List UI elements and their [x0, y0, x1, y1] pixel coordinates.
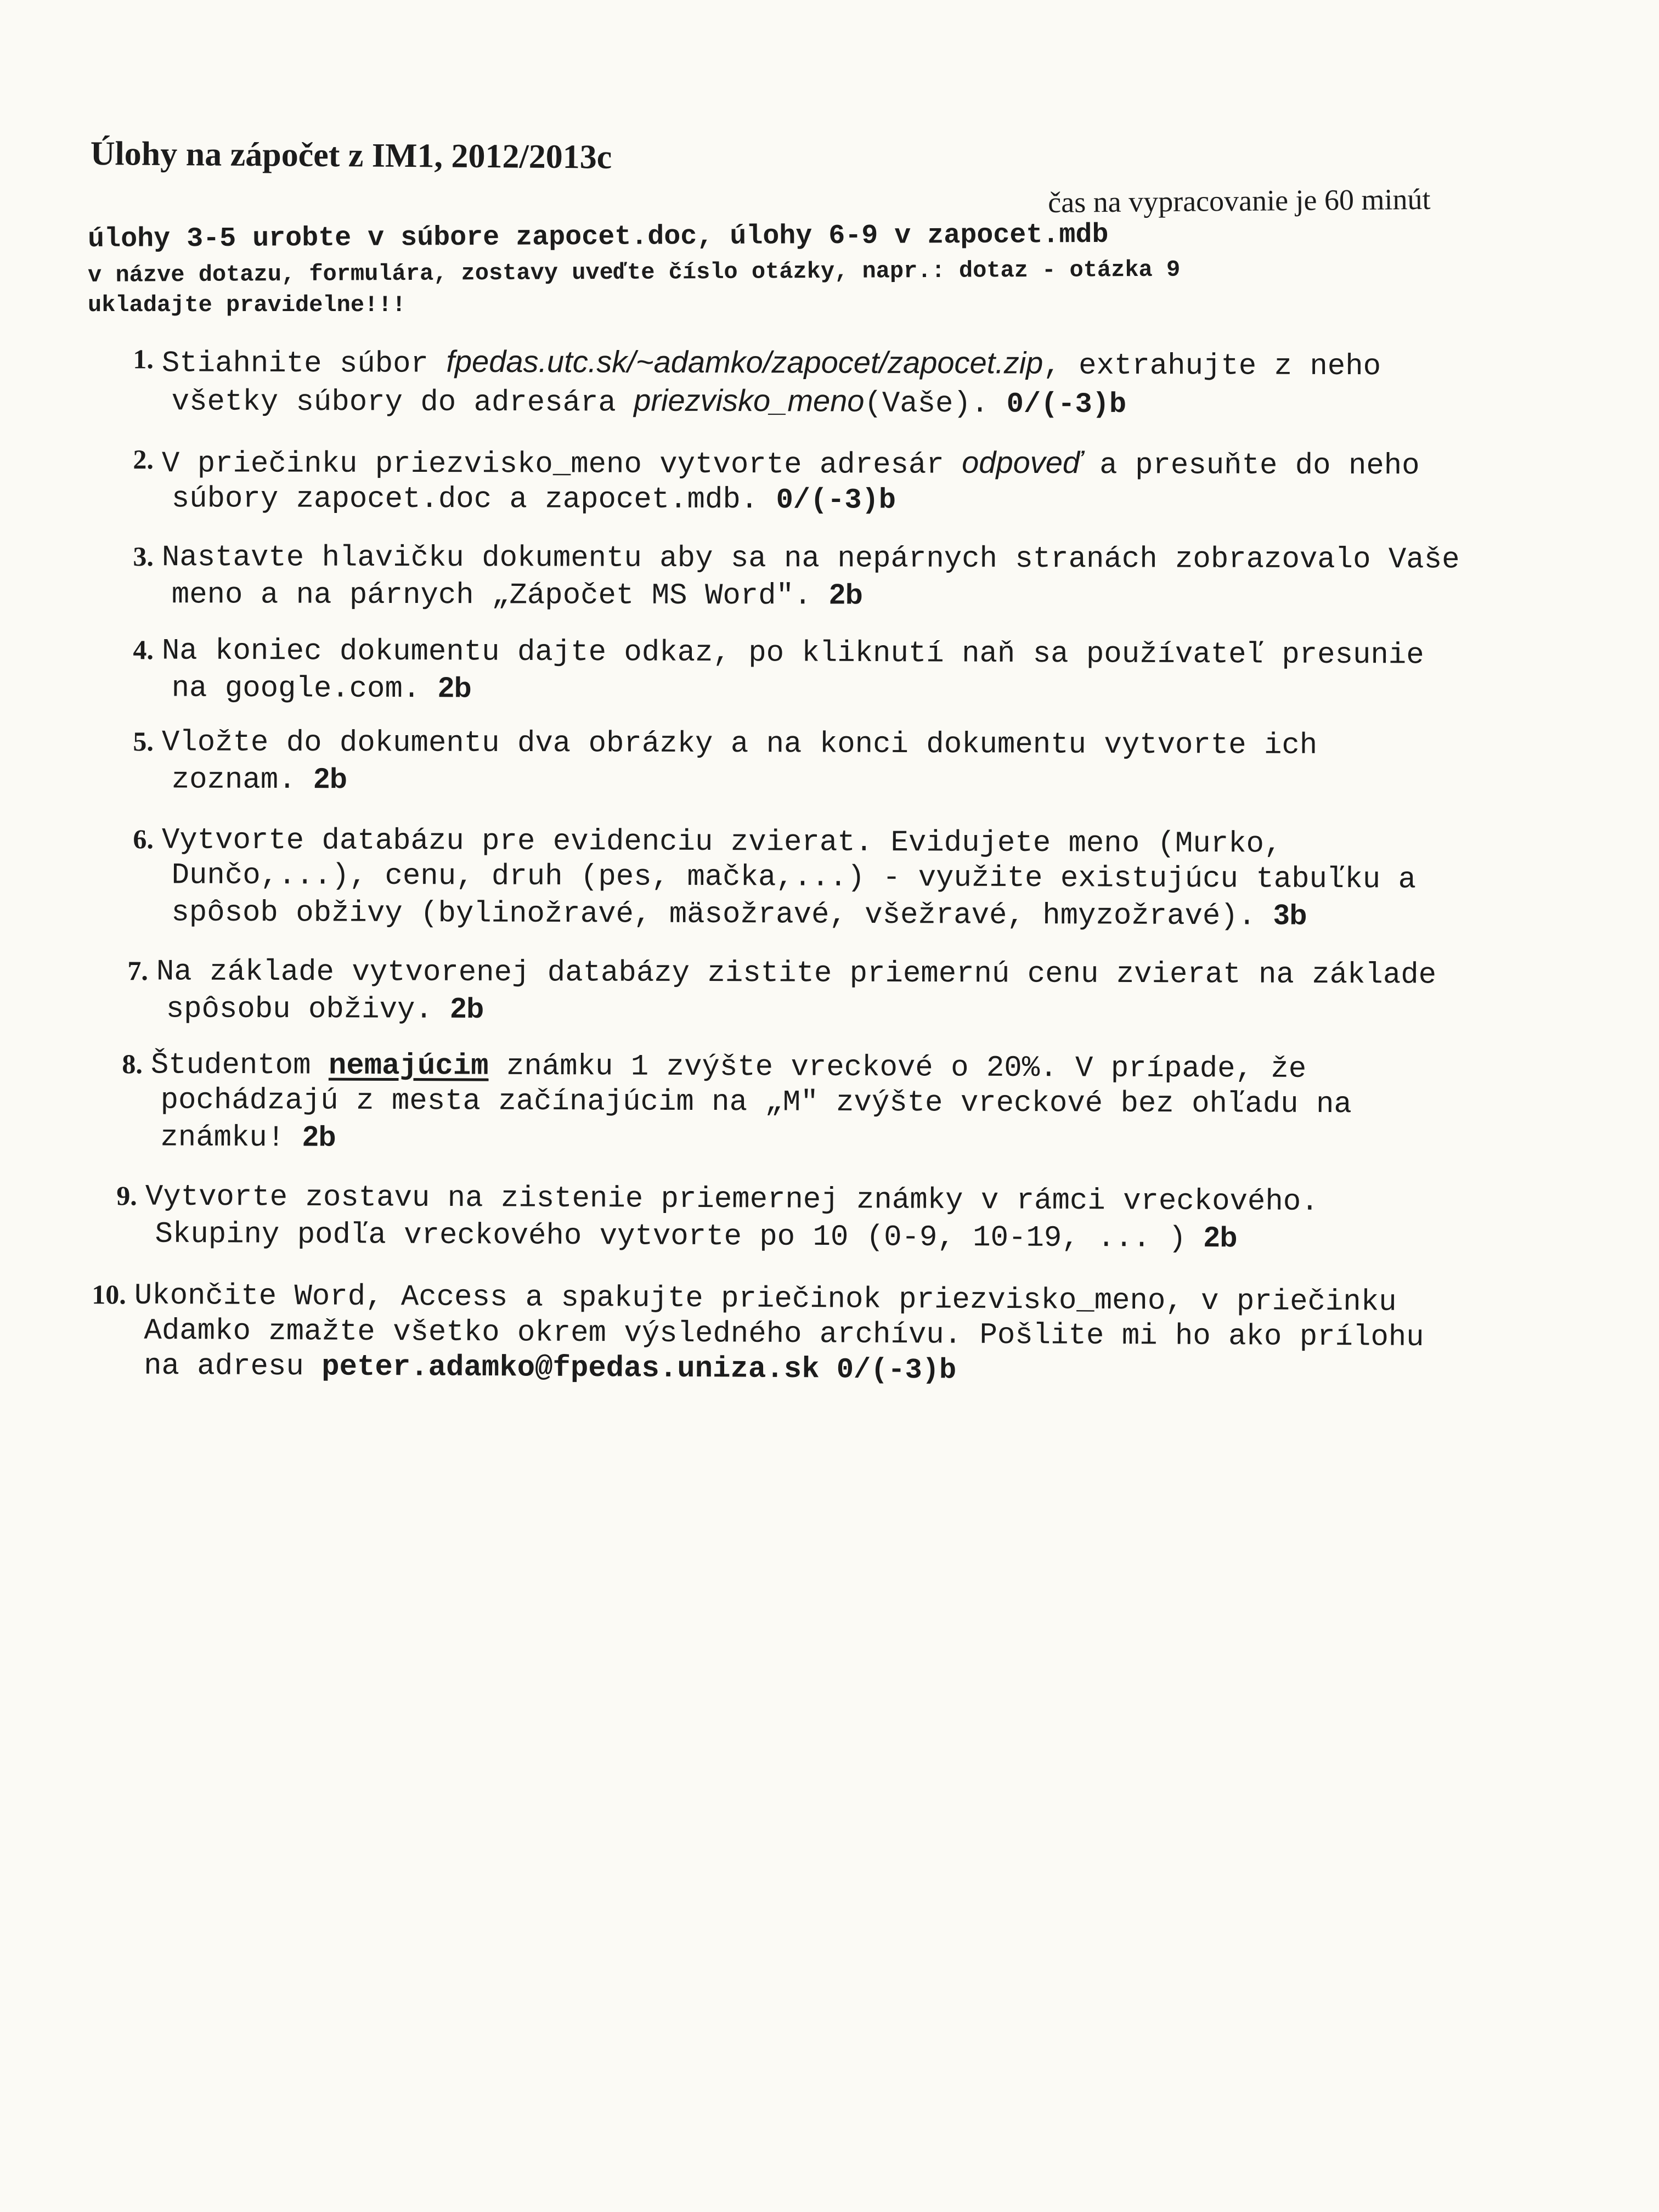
task-text-segment: Stiahnite súbor [161, 347, 447, 381]
task-text-segment: meno a na párnych „Zápočet MS Word". [171, 578, 830, 613]
task-points: 0/(-3)b [776, 484, 896, 517]
task-points: 3b [1273, 899, 1307, 931]
document-title: Úlohy na zápočet z IM1, 2012/2013c [90, 134, 612, 176]
task-item [77, 1048, 1613, 1155]
task-text-segment: a presuňte do neho [1081, 449, 1420, 483]
task-text [162, 634, 1424, 710]
task-text-segment: , extrahujte z neho [1043, 349, 1381, 384]
task-item [88, 634, 1624, 707]
task-number: 10. [92, 1279, 126, 1310]
task-text [145, 1180, 1318, 1257]
task-item [88, 343, 1624, 421]
emphasized-word: nemajúcim [328, 1049, 489, 1084]
task-text-line: Vložte do dokumentu dva obrázky a na konci dokumentu vytvorte ich [161, 726, 1318, 763]
task-number: 4. [133, 634, 154, 665]
task-text-segment: známku 1 zvýšte vreckové o 20%. V prípade, že [488, 1049, 1307, 1086]
task-item [71, 1180, 1607, 1256]
task-text-line: Vytvorte databázu pre evidenciu zvierat. Evidujete meno (Murko, [161, 823, 1282, 861]
task-points: 2b [302, 1120, 336, 1153]
task-text [156, 955, 1437, 1030]
task-text [150, 1048, 1352, 1160]
instruction-line: úlohy 3-5 urobte v súbore zapocet.doc, úlohy 6-9 v zapocet.mdb [88, 219, 1109, 255]
task-text-segment: na adresu [144, 1349, 322, 1384]
task-text-segment: (Vaše). [864, 387, 1007, 421]
time-limit-note: čas na vypracovanie je 60 minút [1048, 182, 1431, 219]
folder-name: odpoveď [962, 444, 1082, 480]
task-item [88, 540, 1624, 613]
task-text [134, 1279, 1424, 1391]
task-item [88, 443, 1624, 517]
task-number: 2. [133, 444, 154, 475]
task-number: 8. [122, 1048, 143, 1080]
task-text [162, 725, 1318, 801]
task-number: 9. [116, 1180, 137, 1211]
task-number: 5. [133, 726, 154, 757]
folder-name: priezvisko_meno [634, 382, 865, 418]
task-text-segment: spôsob obživy (bylinožravé, mäsožravé, všežravé, hmyzožravé). [171, 896, 1274, 934]
task-text-line: Ukončite Word, Access a spakujte priečinok priezvisko_meno, v priečinku [134, 1279, 1397, 1319]
download-url: fpedas.utc.sk/~adamko/zapocet/zapocet.zip [446, 343, 1043, 380]
task-number: 3. [133, 541, 154, 572]
task-text [162, 443, 1420, 519]
task-text-segment: súbory zapocet.doc a zapocet.mdb. [171, 482, 776, 517]
task-item [88, 725, 1624, 798]
task-points: 0/(-3)b [1006, 388, 1127, 421]
task-text-line: pochádzajú z mesta začínajúcim na „M" zvýšte vreckové bez ohľadu na [160, 1084, 1352, 1122]
task-number: 6. [133, 823, 154, 855]
task-text [161, 823, 1416, 935]
task-item [60, 1278, 1596, 1387]
task-points: 2b [313, 763, 347, 795]
instruction-line: ukladajte pravidelne!!! [88, 292, 406, 318]
task-text-line: Adamko zmažte všetko okrem výsledného archívu. Pošlite mi ho ako prílohu [144, 1314, 1424, 1355]
task-points: 2b [1204, 1221, 1238, 1254]
task-text [162, 343, 1381, 423]
task-points: 0/(-3)b [819, 1353, 957, 1387]
task-points: 2b [438, 672, 472, 704]
instruction-line: v názve dotazu, formulára, zostavy uveďte číslo otázky, napr.: dotaz - otázka 9 [88, 256, 1181, 289]
task-text-line: Vytvorte zostavu na zistenie priemernej známky v rámci vreckového. [145, 1180, 1319, 1219]
task-points: 2b [829, 578, 863, 611]
task-item [88, 823, 1624, 934]
task-text-segment: Študentom [150, 1048, 329, 1083]
task-text [162, 540, 1460, 615]
task-item [82, 955, 1618, 1027]
task-text-line: Na koniec dokumentu dajte odkaz, po kliknutí naň sa používateľ presunie [161, 634, 1424, 673]
task-text-segment: V priečinku priezvisko_meno vytvorte adresár [161, 447, 962, 482]
task-text-line: Dunčo,...), cenu, druh (pes, mačka,...) - využite existujúcu tabuľku a [171, 859, 1417, 897]
task-text-segment: všetky súbory do adresára [171, 385, 634, 420]
email-address: peter.adamko@fpedas.uniza.sk [321, 1350, 820, 1387]
task-points: 2b [450, 992, 484, 1024]
task-text-segment: na google.com. [171, 672, 438, 707]
task-text-segment: zoznam. [171, 763, 314, 798]
task-number: 7. [127, 955, 148, 986]
task-text-segment: spôsobu obživy. [166, 992, 451, 1027]
task-text-line: Nastavte hlavičku dokumentu aby sa na nepárnych stranách zobrazovalo Vaše [161, 541, 1460, 577]
task-number: 1. [133, 343, 154, 375]
task-text-line: Na základe vytvorenej databázy zistite priemernú cenu zvierat na základe [156, 955, 1437, 992]
task-text-segment: Skupiny podľa vreckového vytvorte po 10 (0-9, 10-19, ... ) [155, 1217, 1204, 1256]
task-text-segment: známku! [160, 1121, 303, 1155]
